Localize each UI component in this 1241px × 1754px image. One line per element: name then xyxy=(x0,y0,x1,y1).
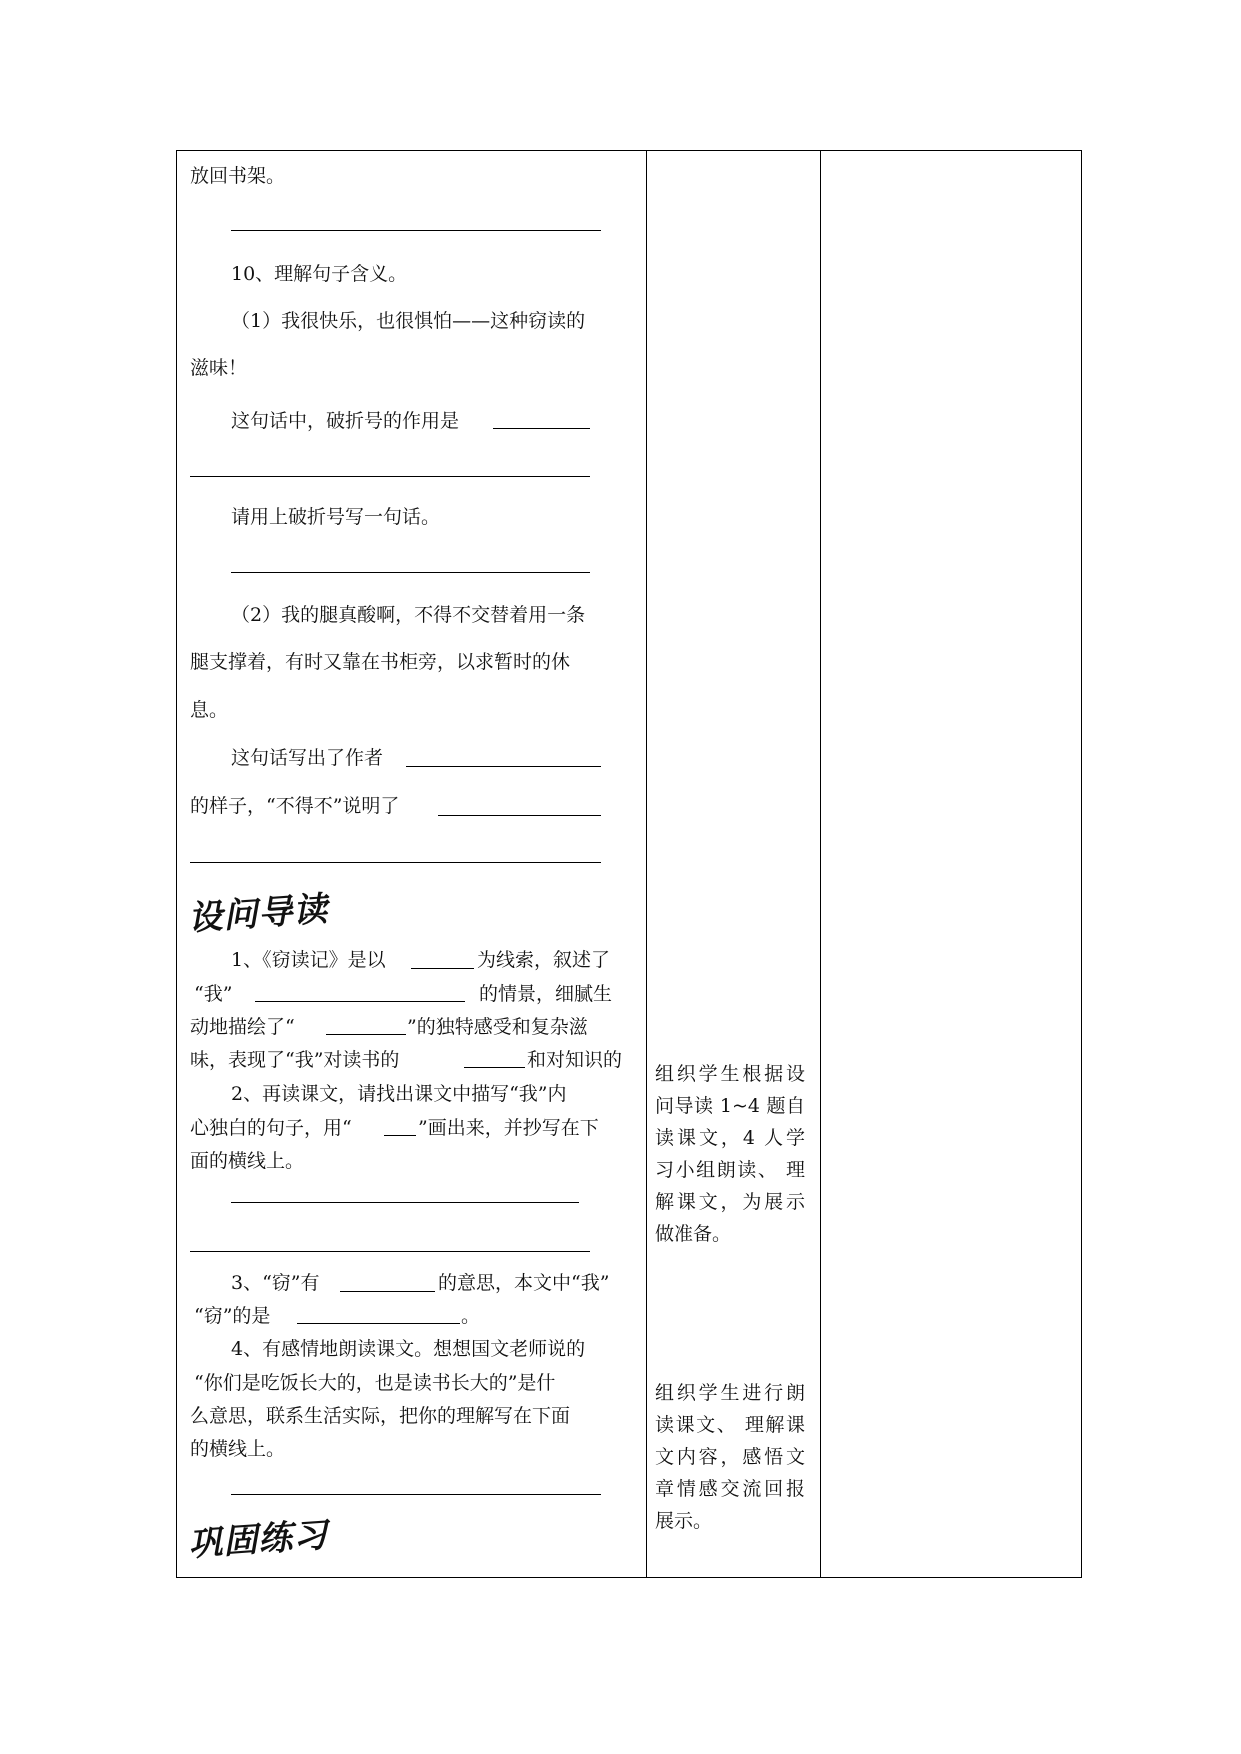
text-line: 。 xyxy=(461,1305,481,1327)
answer-blank[interactable] xyxy=(411,968,474,969)
answer-blank[interactable] xyxy=(464,1067,525,1068)
answer-blank[interactable] xyxy=(340,1291,435,1292)
answer-blank[interactable] xyxy=(231,572,590,573)
text-line: 这句话中，破折号的作用是 xyxy=(231,410,460,432)
text-line: 动地描绘了“ xyxy=(190,1016,295,1038)
text-line: 请用上破折号写一句话。 xyxy=(231,506,441,528)
lesson-table xyxy=(176,150,1082,1578)
answer-blank[interactable] xyxy=(231,1202,579,1203)
text-line: “我” xyxy=(194,983,233,1005)
text-line: 腿支撑着，有时又靠在书柜旁，以求暂时的休 xyxy=(190,651,571,673)
text-line: 的意思，本文中“我” xyxy=(438,1272,610,1294)
answer-blank[interactable] xyxy=(493,428,590,429)
text-line: （1）我很快乐，也很惧怕——这种窃读的 xyxy=(231,310,586,332)
teacher-note-1: 组织学生根据设问导读 1~4 题自读课文，4 人学习小组朗读、 理解课文，为展示做准备。 xyxy=(655,1063,805,1245)
text-line: 和对知识的 xyxy=(527,1049,623,1071)
answer-blank[interactable] xyxy=(231,230,601,231)
answer-blank[interactable] xyxy=(255,1001,465,1002)
text-line: 滋味！ xyxy=(190,357,248,379)
column-divider-2 xyxy=(820,151,821,1577)
text-line: 息。 xyxy=(190,699,229,721)
answer-blank[interactable] xyxy=(326,1034,406,1035)
answer-blank[interactable] xyxy=(384,1135,416,1136)
text-line: 面的横线上。 xyxy=(190,1150,305,1172)
answer-blank[interactable] xyxy=(190,1251,590,1252)
answer-blank[interactable] xyxy=(190,862,601,863)
text-line: 的横线上。 xyxy=(190,1438,286,1460)
text-line: 放回书架。 xyxy=(190,165,286,187)
section-heading-guided-reading: 设问导读 xyxy=(187,889,330,939)
section-heading-practice: 巩固练习 xyxy=(187,1515,330,1565)
text-line: （2）我的腿真酸啊，不得不交替着用一条 xyxy=(231,604,586,626)
text-line: 心独白的句子，用“ xyxy=(190,1117,352,1139)
text-line: 味，表现了“我”对读书的 xyxy=(190,1049,400,1071)
text-line: “你们是吃饭长大的，也是读书长大的”是什 xyxy=(194,1372,556,1394)
text-line: 1、《窃读记》是以 xyxy=(231,949,386,971)
text-line: 么意思，联系生活实际，把你的理解写在下面 xyxy=(190,1405,571,1427)
column-divider-1 xyxy=(646,151,647,1577)
text-line: 这句话写出了作者 xyxy=(231,747,384,769)
text-line: 为线索，叙述了 xyxy=(477,949,611,971)
text-line: ”画出来，并抄写在下 xyxy=(418,1117,599,1139)
answer-blank[interactable] xyxy=(297,1323,460,1324)
question-10-title: 10、理解句子含义。 xyxy=(231,263,408,285)
answer-blank[interactable] xyxy=(190,476,590,477)
text-line: 的情景，细腻生 xyxy=(479,983,613,1005)
text-line: ”的独特感受和复杂滋 xyxy=(407,1016,588,1038)
answer-blank[interactable] xyxy=(231,1494,601,1495)
answer-blank[interactable] xyxy=(406,766,601,767)
text-line: 的样子，“不得不”说明了 xyxy=(190,795,400,817)
text-line: 2、再读课文，请找出课文中描写“我”内 xyxy=(231,1083,567,1105)
text-line: “窃”的是 xyxy=(194,1305,271,1327)
teacher-note-2: 组织学生进行朗读课文、 理解课文内容，感悟文章情感交流回报展示。 xyxy=(655,1382,805,1532)
text-line: 3、“窃”有 xyxy=(231,1272,320,1294)
text-line: 4、有感情地朗读课文。想想国文老师说的 xyxy=(231,1338,586,1360)
answer-blank[interactable] xyxy=(438,815,601,816)
